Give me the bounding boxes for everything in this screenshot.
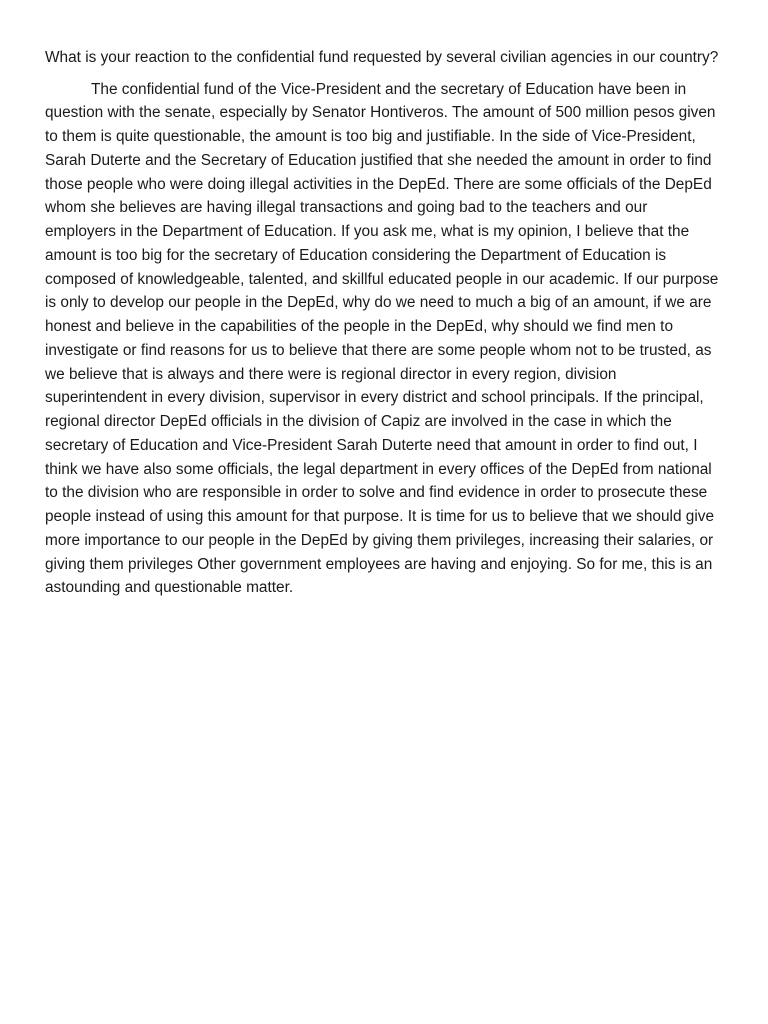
question-text: What is your reaction to the confidential fund requested by several civilian agencies in our country? bbox=[45, 49, 719, 66]
answer-paragraph: The confidential fund of the Vice-President and the secretary of Education have been in question with the senate, especially by Senator Hontiveros. The amount of 500 million pesos given to them is quite questionable, the amount is too big and justifiable. In the side of Vice-President, Sarah Duterte and the Secretary of Education justified that she needed the amount in order to find those people who were doing illegal activities in the DepEd. There are some officials of the DepEd whom she believes are having illegal transactions and going bad to the teachers and our employers in the Department of Education. If you ask me, what is my opinion, I believe that the amount is too big for the secretary of Education considering the Department of Education is composed of knowledgeable, talented, and skillful educated people in our academic. If our purpose is only to develop our people in the DepEd, why do we need to much a big of an amount, if we are honest and believe in the capabilities of the people in the DepEd, why should we find men to investigate or find reasons for us to believe that there are some people whom not to be trusted, as we believe that is always and there were is regional director in every region, division superintendent in every division, supervisor in every district and school principals. If the principal, regional director DepEd officials in the division of Capiz are involved in the case in which the secretary of Education and Vice-President Sarah Duterte need that amount in order to find out, I think we have also some officials, the legal department in every offices of the DepEd from national to the division who are responsible in order to solve and find evidence in order to prosecute these people instead of using this amount for that purpose. It is time for us to believe that we should give more importance to our people in the DepEd by giving them privileges, increasing their salaries, or giving them privileges Other government employees are having and enjoying. So for me, this is an astounding and questionable matter. bbox=[45, 80, 719, 597]
